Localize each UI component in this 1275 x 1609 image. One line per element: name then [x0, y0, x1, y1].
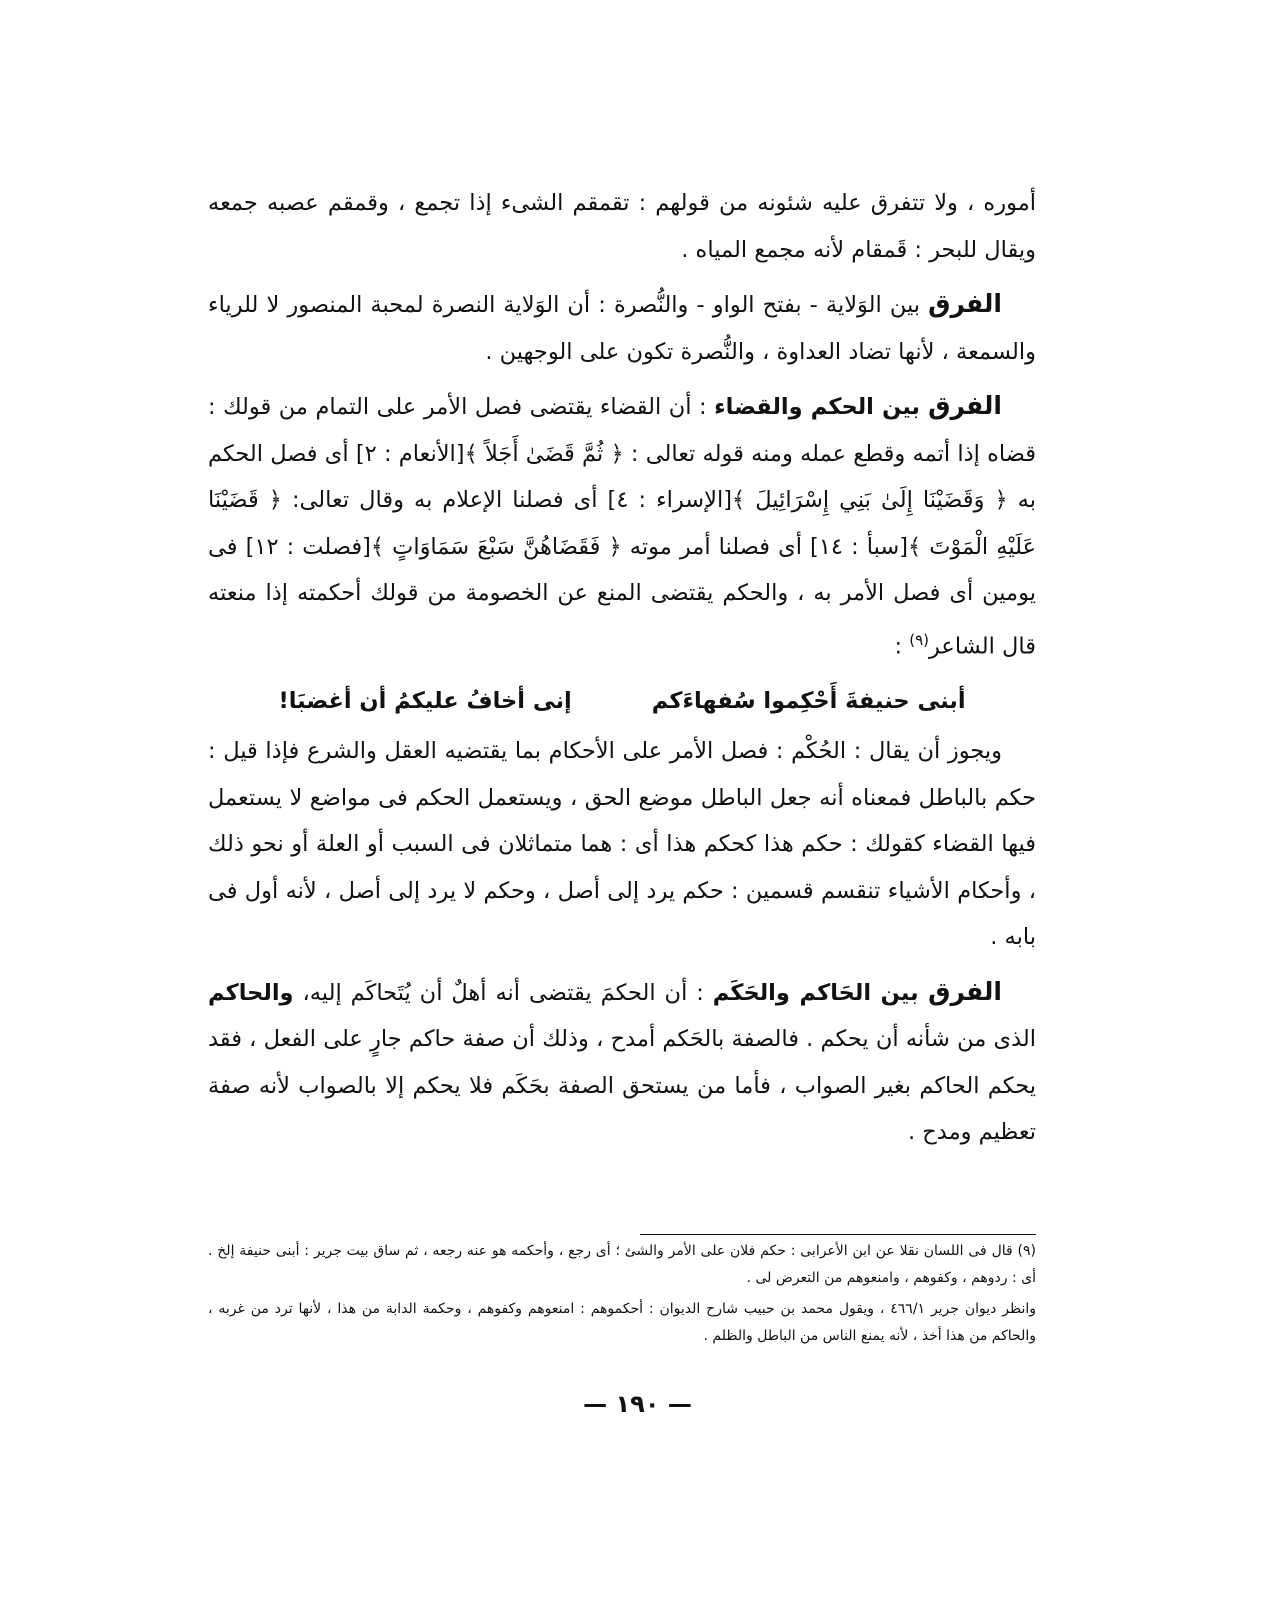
paragraph-4-text: ويجوز أن يقال : الحُكْم : فصل الأمر على الأحكام بما يقتضيه العقل والشرع فإذا قيل : حكم بالباطل فمعناه أنه جعل الباطل موضع الحق ، ويستعمل الحكم فى مواضع لا يستعمل فيها القضاء كقولك : حكم هذا كحكم هذا أى : هما متماثلان فى السبب أو العلة أو نحو ذلك ، وأحكام الأشياء تنقسم قسمين : حكم يرد إلى أصل ، وحكم لا يرد إلى أصل ، لأنه أول فى بابه .: [208, 738, 1036, 950]
section-heading: بين الحكم والقضاء: [714, 394, 929, 420]
paragraph-3-text: : أن القضاء يقتضى فصل الأمر على التمام من قولك : قضاه إذا أتمه وقطع عمله ومنه قوله تعالى : ﴿ ثُمَّ قَضَىٰ أَجَلاً ﴾[الأنعام : ٢] أى فصل الحكم به ﴿ وَقَضَيْنَا إِلَىٰ بَنِي إِسْرَائِيلَ ﴾[الإسراء : ٤] أى فصلنا الإعلام به وقال تعالى: ﴿ قَضَيْنَا عَلَيْهِ الْمَوْتَ ﴾[سبأ : ١٤] أى فصلنا أمر موته ﴿ فَقَضَاهُنَّ سَبْعَ سَمَاوَاتٍ ﴾[فصلت : ١٢] فى يومين أى فصل الأمر به ، والحكم يقتضى المنع عن الخصومة من قولك أحكمته إذا منعته قال الشاعر: [208, 394, 1037, 659]
paragraph-1-text: أموره ، ولا تتفرق عليه شئونه من قولهم : تقمقم الشىء إذا تجمع ، وقمقم عصبه جمعه ويقال للبحر : قَمقام لأنه مجمع المياه .: [208, 190, 1036, 263]
paragraph-5-text-1: : أن الحكمَ يقتضى أنه أهلٌ أن يُتَحاكَم إليه،: [293, 979, 713, 1006]
section-heading: بين الحَاكم والحَكَم: [712, 979, 929, 1006]
footnotes: [208, 1238, 1036, 1350]
paragraph-5-text-2: الذى من شأنه أن يحكم . فالصفة بالحَكم أمدح ، وذلك أن صفة حاكم جارٍ على الفعل ، فقد يحكم الحاكم بغير الصواب ، فأما من يستحق الصفة بحَكَم فلا يحكم إلا بالصواب لأنه صفة تعظيم ومدح .: [208, 1026, 1036, 1145]
footnote-divider: [640, 1234, 1036, 1235]
section-lead-word: الفرق: [928, 391, 1002, 420]
paragraph-hukm-qada: [208, 383, 1036, 670]
footnote-ref: (٩): [909, 630, 929, 649]
main-text: [208, 180, 1036, 1156]
paragraph-2-text: بين الوَلاية - بفتح الواو - والنُّصرة : أن الوَلاية النصرة لمحبة المنصور لا للرياء والسمعة ، لأنها تضاد العداوة ، والنُّصرة تكون على الوجهين .: [208, 292, 1036, 365]
bold-word: والحاكم: [208, 979, 294, 1006]
footnote-9-continued: وانظر ديوان جرير ٤٦٦/١ ، ويقول محمد بن حبيب شارح الديوان : أحكموهم : امنعوهم وكفوهم ، وحكمة الدابة من هذا ، لأنها ترد من غربه ، والحاكم من هذا أخذ ، لأنه يمنع الناس من الباطل والظلم .: [208, 1301, 1036, 1344]
paragraph-wilaya-nusra: [208, 281, 1036, 375]
footnote-9: (٩) قال فى اللسان نقلا عن ابن الأعرابى : حكم فلان على الأمر والشئ ؛ أى رجع ، وأحكمه هو عنه رجعه ، ثم ساق بيت جرير : أبنى حنيفة إلخ . أى : ردوهم ، وكفوهم ، وامنعوهم من التعرض لى .: [208, 1243, 1036, 1286]
section-lead-word: الفرق: [928, 289, 1002, 318]
paragraph-hukm-definition: [208, 728, 1036, 961]
section-lead-word: الفرق: [928, 976, 1002, 1006]
page-number: — ١٩٠ —: [583, 1390, 692, 1418]
verse-hemistich-2: إنى أخافُ عليكمُ أن أغضبَا!: [278, 687, 572, 714]
paragraph-1: [208, 180, 1036, 273]
paragraph-hakim-hakam: [208, 969, 1036, 1156]
verse-hemistich-1: أبنى حنيفةَ أَحْكِموا سُفهاءَكم: [651, 687, 966, 714]
paragraph-3-tail: :: [894, 633, 910, 659]
poetry-verse: [208, 678, 1036, 725]
